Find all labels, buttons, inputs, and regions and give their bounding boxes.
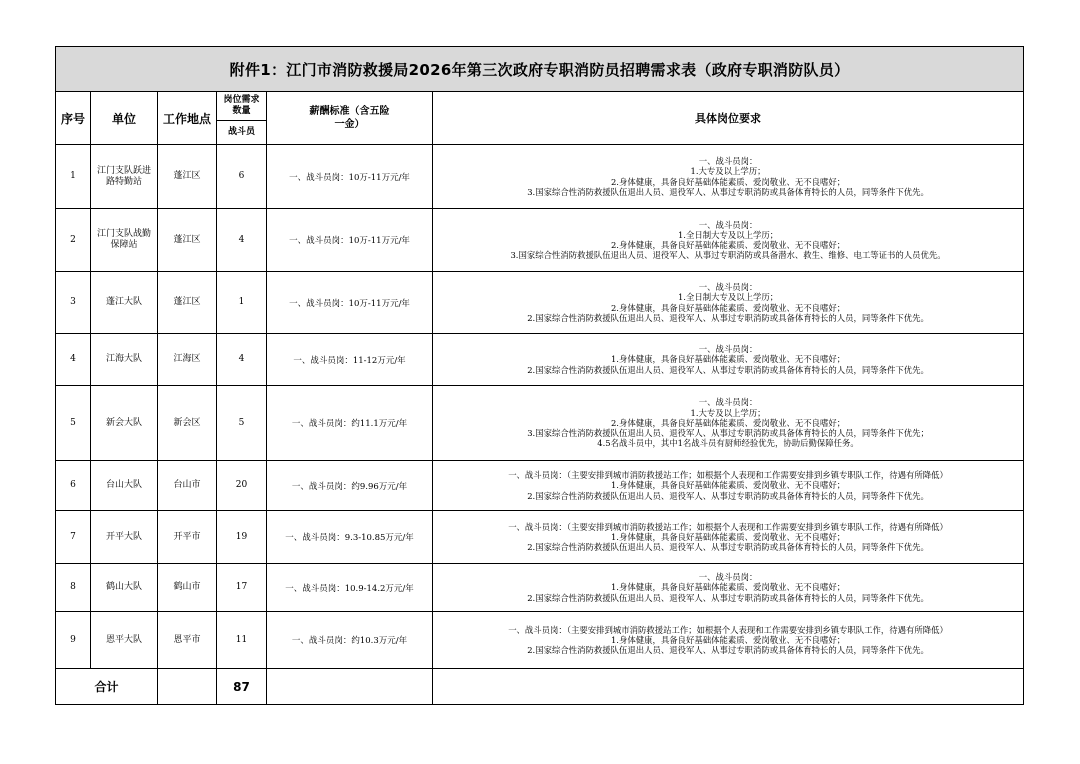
requirement-line: 3.国家综合性消防救援队伍退出人员、退役军人、从事过专职消防或具备体育特长的人员，同等条件下优先。	[527, 186, 929, 197]
row-seq: 6	[56, 461, 91, 511]
total-count: 87	[217, 669, 267, 705]
row-count: 11	[217, 612, 267, 669]
row-count: 6	[217, 145, 267, 209]
requirement-line: 2.国家综合性消防救援队伍退出人员、退役军人、从事过专职消防或具备体育特长的人员，同等条件下优先。	[527, 645, 929, 656]
row-unit: 江海大队	[91, 334, 158, 386]
requirement-line: 2.身体健康，具备良好基础体能素质、爱岗敬业、无不良嗜好；	[610, 302, 846, 313]
row-count: 4	[217, 209, 267, 272]
requirement-line: 4.5名战斗员中，其中1名战斗员有厨师经验优先，协助后勤保障任务。	[597, 438, 859, 449]
row-seq: 7	[56, 511, 91, 564]
row-location: 台山市	[158, 461, 217, 511]
row-salary: 一、战斗员岗：约10.3万元/年	[267, 612, 433, 669]
recruitment-table	[55, 46, 1024, 705]
table-row	[56, 334, 1024, 386]
row-seq: 3	[56, 272, 91, 334]
row-seq: 4	[56, 334, 91, 386]
requirement-line: 1.身体健康，具备良好基础体能素质、爱岗敬业、无不良嗜好；	[610, 634, 846, 645]
row-requirements	[433, 334, 1024, 386]
total-label: 合计	[56, 669, 158, 705]
header-demand	[217, 92, 267, 121]
row-location: 蓬江区	[158, 209, 217, 272]
row-unit: 蓬江大队	[91, 272, 158, 334]
row-requirements	[433, 386, 1024, 461]
row-count: 4	[217, 334, 267, 386]
row-requirements	[433, 564, 1024, 612]
row-unit: 江门支队战勤保障站	[91, 209, 158, 272]
requirement-line: 1.全日制大专及以上学历；	[677, 229, 779, 240]
requirement-line: 1.身体健康，具备良好基础体能素质、爱岗敬业、无不良嗜好；	[610, 531, 846, 542]
requirement-line: 2.身体健康，具备良好基础体能素质、爱岗敬业、无不良嗜好；	[610, 176, 846, 187]
header-seq: 序号	[56, 92, 91, 145]
requirement-line: 2.国家综合性消防救援队伍退出人员、退役军人、从事过专职消防或具备体育特长的人员，同等条件下优先。	[527, 490, 929, 501]
total-row	[56, 669, 1024, 705]
total-empty-location	[158, 669, 217, 705]
requirement-line: 1.全日制大专及以上学历；	[677, 292, 779, 303]
requirement-line: 一、战斗员岗：	[698, 397, 758, 408]
row-salary: 一、战斗员岗：10万-11万元/年	[267, 272, 433, 334]
header-salary: 薪酬标准（含五险一金）	[267, 92, 433, 145]
row-count: 19	[217, 511, 267, 564]
requirement-line: 2.身体健康，具备良好基础体能素质、爱岗敬业、无不良嗜好；	[610, 417, 846, 428]
row-salary: 一、战斗员岗：10.9-14.2万元/年	[267, 564, 433, 612]
row-location: 蓬江区	[158, 272, 217, 334]
row-salary: 一、战斗员岗：11-12万元/年	[267, 334, 433, 386]
row-unit: 鹤山大队	[91, 564, 158, 612]
table-row	[56, 386, 1024, 461]
requirement-line: 一、战斗员岗：	[698, 344, 758, 355]
requirement-line: 2.国家综合性消防救援队伍退出人员、退役军人、从事过专职消防或具备体育特长的人员，同等条件下优先。	[527, 364, 929, 375]
requirement-line: 3.国家综合性消防救援队伍退出人员、退役军人、从事过专职消防或具备潜水、救生、维修、电工等证书的人员优先。	[510, 250, 946, 261]
table-row	[56, 612, 1024, 669]
requirement-line: 一、战斗员岗：	[698, 219, 758, 230]
row-count: 1	[217, 272, 267, 334]
requirement-line: 一、战斗员岗：（主要安排到城市消防救援站工作；如根据个人表现和工作需要安排到乡镇专职队工作，待遇有所降低）	[508, 624, 948, 635]
row-location: 开平市	[158, 511, 217, 564]
row-location: 江海区	[158, 334, 217, 386]
table-row	[56, 461, 1024, 511]
row-seq: 5	[56, 386, 91, 461]
requirement-line: 一、战斗员岗：	[698, 156, 758, 167]
row-requirements	[433, 511, 1024, 564]
row-requirements	[433, 209, 1024, 272]
table-row	[56, 145, 1024, 209]
requirement-line: 一、战斗员岗：	[698, 572, 758, 583]
row-salary: 一、战斗员岗：10万-11万元/年	[267, 209, 433, 272]
table-row	[56, 511, 1024, 564]
table-row	[56, 209, 1024, 272]
header-unit: 单位	[91, 92, 158, 145]
row-salary: 一、战斗员岗：10万-11万元/年	[267, 145, 433, 209]
row-count: 5	[217, 386, 267, 461]
requirement-line: 2.国家综合性消防救援队伍退出人员、退役军人、从事过专职消防或具备体育特长的人员，同等条件下优先。	[527, 592, 929, 603]
row-location: 鹤山市	[158, 564, 217, 612]
row-salary: 一、战斗员岗：约9.96万元/年	[267, 461, 433, 511]
table-row	[56, 272, 1024, 334]
requirement-line: 3.国家综合性消防救援队伍退出人员、退役军人、从事过专职消防或具备体育特长的人员，同等条件下优先；	[527, 428, 929, 439]
table-row	[56, 564, 1024, 612]
row-requirements	[433, 272, 1024, 334]
requirement-line: 2.国家综合性消防救援队伍退出人员、退役军人、从事过专职消防或具备体育特长的人员，同等条件下优先。	[527, 312, 929, 323]
row-requirements	[433, 145, 1024, 209]
row-seq: 8	[56, 564, 91, 612]
requirement-line: 一、战斗员岗：（主要安排到城市消防救援站工作；如根据个人表现和工作需要安排到乡镇专职队工作，待遇有所降低）	[508, 470, 948, 481]
row-location: 新会区	[158, 386, 217, 461]
row-unit: 江门支队跃进路特勤站	[91, 145, 158, 209]
row-seq: 2	[56, 209, 91, 272]
row-location: 蓬江区	[158, 145, 217, 209]
row-count: 20	[217, 461, 267, 511]
requirement-line: 2.国家综合性消防救援队伍退出人员、退役军人、从事过专职消防或具备体育特长的人员，同等条件下优先。	[527, 542, 929, 553]
header-demand-text: 岗位需求数量	[223, 95, 260, 116]
row-unit: 开平大队	[91, 511, 158, 564]
table-title: 附件1：江门市消防救援局2026年第三次政府专职消防员招聘需求表（政府专职消防队员）	[56, 47, 1024, 92]
row-seq: 9	[56, 612, 91, 669]
row-location: 恩平市	[158, 612, 217, 669]
total-empty-requirements	[433, 669, 1024, 705]
requirement-line: 1.大专及以上学历；	[690, 166, 766, 177]
requirement-line: 1.身体健康，具备良好基础体能素质、爱岗敬业、无不良嗜好；	[610, 354, 846, 365]
header-demand-sub: 战斗员	[217, 121, 267, 145]
row-unit: 台山大队	[91, 461, 158, 511]
total-empty-salary	[267, 669, 433, 705]
row-unit: 恩平大队	[91, 612, 158, 669]
row-unit: 新会大队	[91, 386, 158, 461]
requirement-line: 1.大专及以上学历；	[690, 407, 766, 418]
row-salary: 一、战斗员岗：约11.1万元/年	[267, 386, 433, 461]
requirement-line: 1.身体健康，具备良好基础体能素质、爱岗敬业、无不良嗜好；	[610, 480, 846, 491]
requirement-line: 一、战斗员岗：	[698, 282, 758, 293]
row-seq: 1	[56, 145, 91, 209]
header-requirements: 具体岗位要求	[433, 92, 1024, 145]
row-count: 17	[217, 564, 267, 612]
row-requirements	[433, 461, 1024, 511]
requirement-line: 2.身体健康，具备良好基础体能素质、爱岗敬业、无不良嗜好；	[610, 240, 846, 250]
header-location: 工作地点	[158, 92, 217, 145]
requirement-line: 1.身体健康，具备良好基础体能素质、爱岗敬业、无不良嗜好；	[610, 582, 846, 593]
row-salary: 一、战斗员岗：9.3-10.85万元/年	[267, 511, 433, 564]
requirement-line: 一、战斗员岗：（主要安排到城市消防救援站工作；如根据个人表现和工作需要安排到乡镇专职队工作，待遇有所降低）	[508, 521, 948, 532]
row-requirements	[433, 612, 1024, 669]
